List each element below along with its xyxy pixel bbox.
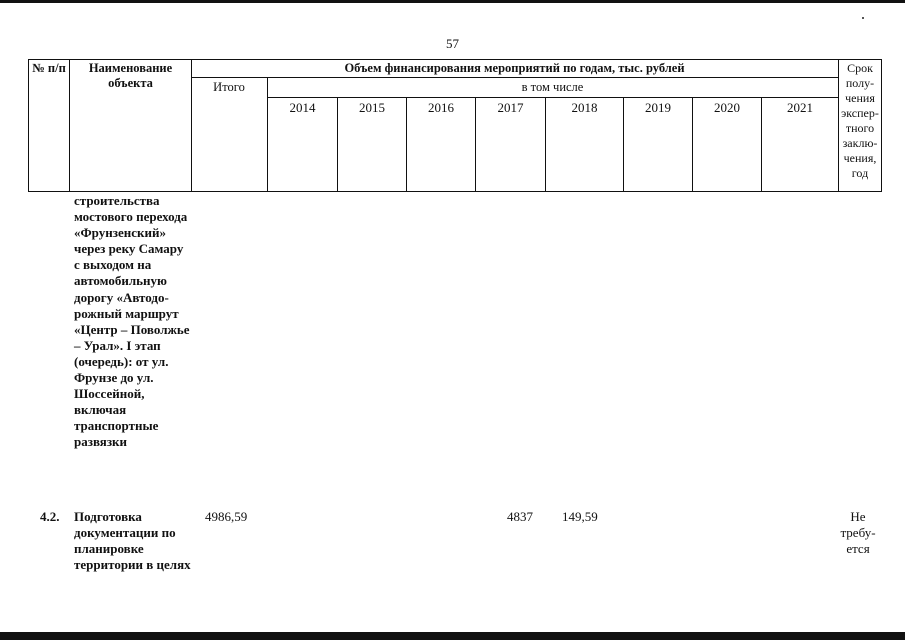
header-bottom-rule	[28, 191, 882, 192]
col-name-header: Наименование объекта	[88, 61, 173, 90]
col-term-header: Срок полу-чения экспер-тного заклю-чения, год	[841, 61, 879, 180]
vrule-total	[267, 77, 268, 192]
vrule-2021	[838, 59, 839, 192]
col-including-header: в том числе	[521, 80, 584, 94]
bottom-border	[0, 632, 905, 640]
funding-header-rule	[191, 77, 838, 78]
year-2018: 2018	[571, 100, 598, 115]
year-2016: 2016	[428, 100, 454, 115]
col-total-header: Итого	[213, 80, 245, 94]
col-funding-header: Объем финансирования мероприятий по годам, тыс. рублей	[344, 61, 685, 75]
year-2021: 2021	[787, 100, 813, 115]
row-2018-value: 149,59	[562, 509, 598, 524]
vrule-name	[191, 59, 192, 192]
col-num-header: № п/п	[32, 61, 66, 75]
vrule-right	[881, 59, 882, 192]
top-border	[0, 0, 905, 3]
continuation-text: строительства мостового перехода «Фрунзенский» через реку Самару с выходом на автомобильную дорогу «Автодо-рожный маршрут «Центр – Поволжье – Урал». I этап (очередь): от ул. Фрунзе до ул. Шоссейной, включая транспортные развязки	[74, 193, 190, 450]
row-number: 4.2.	[40, 509, 60, 524]
row-name: Подготовка документации по планировке территории в целях	[74, 509, 191, 573]
table-top-rule	[28, 59, 882, 60]
including-header-rule	[267, 97, 838, 98]
row-term: Не требу-ется	[840, 509, 876, 557]
row-total: 4986,59	[205, 509, 248, 524]
year-2020: 2020	[714, 100, 740, 115]
year-2015: 2015	[359, 100, 385, 115]
table-header	[0, 59, 905, 192]
page-number: 57	[446, 36, 459, 51]
year-2019: 2019	[645, 100, 671, 115]
year-2017: 2017	[497, 100, 524, 115]
row-2017-value: 4837	[507, 509, 533, 524]
year-2014: 2014	[289, 100, 316, 115]
scan-speck	[862, 17, 864, 19]
vrule-left	[28, 59, 29, 192]
vrule-num	[69, 59, 70, 192]
